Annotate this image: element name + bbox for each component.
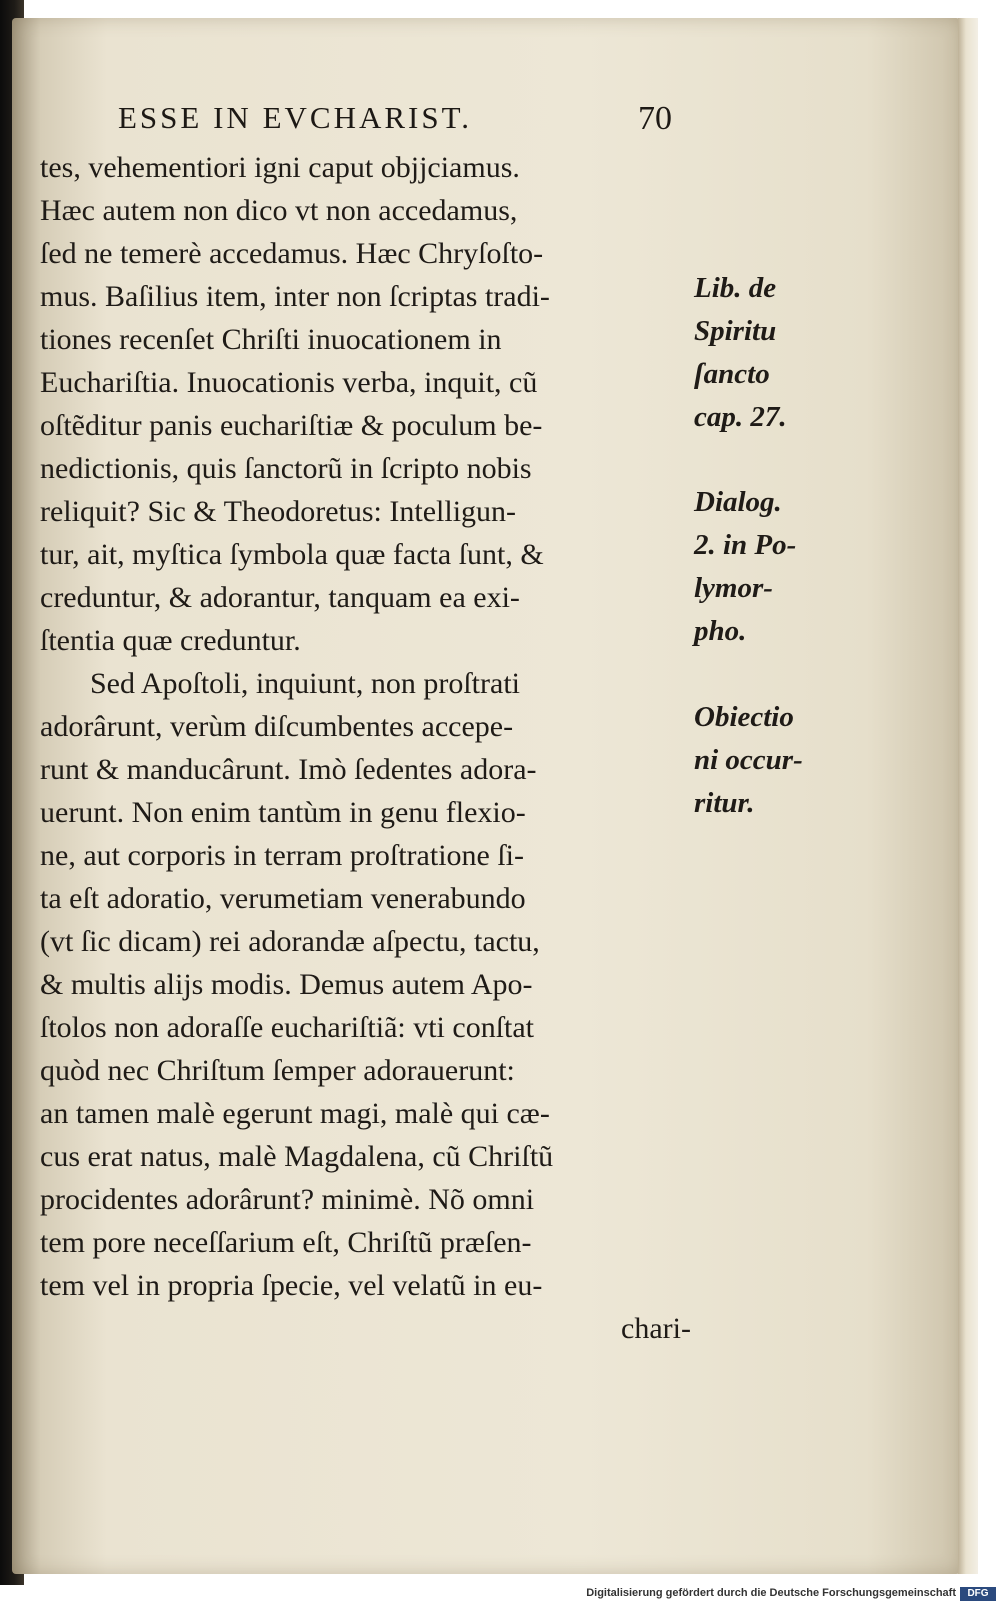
text-line: tes, vehementiori igni caput objjciamus. [40,151,520,184]
text-line: cus erat natus, malè Magdalena, cũ Chriſtũ [40,1140,554,1173]
funding-credit: Digitalisierung gefördert durch die Deutsche Forschungsgemeinschaft [586,1587,956,1599]
margin-note-line: lymor- [694,572,773,604]
running-head [118,100,698,144]
text-line: oſtẽditur panis euchariſtiæ & poculum be- [40,409,543,442]
margin-note [694,481,844,653]
text-line: ſtolos non adoraſſe euchariſtiã: vti conſtat [40,1011,535,1044]
margin-note-line: ritur. [694,787,755,819]
margin-note [694,696,844,825]
page-number: 70 [638,100,672,137]
text-line: adorârunt, verùm diſcumbentes accepe- [40,710,514,743]
text-line: & multis alijs modis. Demus autem Apo- [40,968,533,1001]
page-right-edge [958,18,978,1574]
text-line: an tamen malè egerunt magi, malè qui cæ- [40,1097,550,1130]
margin-note-line: Obiectio [694,701,794,733]
margin-note-line: ni occur- [694,744,803,776]
text-line: mus. Baſilius item, inter non ſcriptas tradi- [40,280,550,313]
margin-note-line: ſancto [694,358,770,390]
text-line: tur, ait, myſtica ſymbola quæ facta ſunt, & [40,538,544,571]
text-line: Sed Apoſtoli, inquiunt, non proſtrati [90,667,520,700]
margin-note [694,267,844,439]
digitization-footer [0,1585,1000,1604]
text-line: creduntur, & adorantur, tanquam ea exi- [40,581,520,614]
text-line: nedictionis, quis ſanctorũ in ſcripto nobis [40,452,532,485]
margin-note-line: pho. [694,615,747,647]
catchword: chari- [621,1312,691,1345]
text-line: uerunt. Non enim tantùm in genu flexio- [40,796,526,829]
text-line: (vt ſic dicam) rei adorandæ aſpectu, tactu, [40,925,540,958]
text-line: reliquit? Sic & Theodoretus: Intelligun- [40,495,517,528]
text-line: tem vel in propria ſpecie, vel velatũ in eu- [40,1269,543,1302]
text-line: ſed ne temerè accedamus. Hæc Chryſoſto- [40,237,544,270]
text-line: quòd nec Chriſtum ſemper adorauerunt: [40,1054,515,1087]
margin-note-line: Dialog. [694,486,782,518]
main-text-block [40,146,695,1350]
text-line: ta eſt adoratio, verumetiam venerabundo [40,882,526,915]
margin-note-line: cap. 27. [694,401,787,433]
margin-note-line: Spiritu [694,315,777,347]
text-line: runt & manducârunt. Imò ſedentes adora- [40,753,537,786]
margin-note-line: Lib. de [694,272,777,304]
text-line: procidentes adorârunt? minimè. Nõ omni [40,1183,535,1216]
margin-note-line: 2. in Po- [694,529,797,561]
text-line: ne, aut corporis in terram proſtratione ſi- [40,839,524,872]
text-line: Euchariſtia. Inuocationis verba, inquit, cũ [40,366,538,399]
running-title: ESSE IN EVCHARIST. [118,100,472,135]
text-line: tiones recenſet Chriſti inuocationem in [40,323,502,356]
text-line: Hæc autem non dico vt non accedamus, [40,194,518,227]
text-line: tem pore neceſſarium eſt, Chriſtũ præſen- [40,1226,532,1259]
dfg-logo: DFG [960,1587,996,1601]
text-line: ſtentia quæ creduntur. [40,624,301,657]
